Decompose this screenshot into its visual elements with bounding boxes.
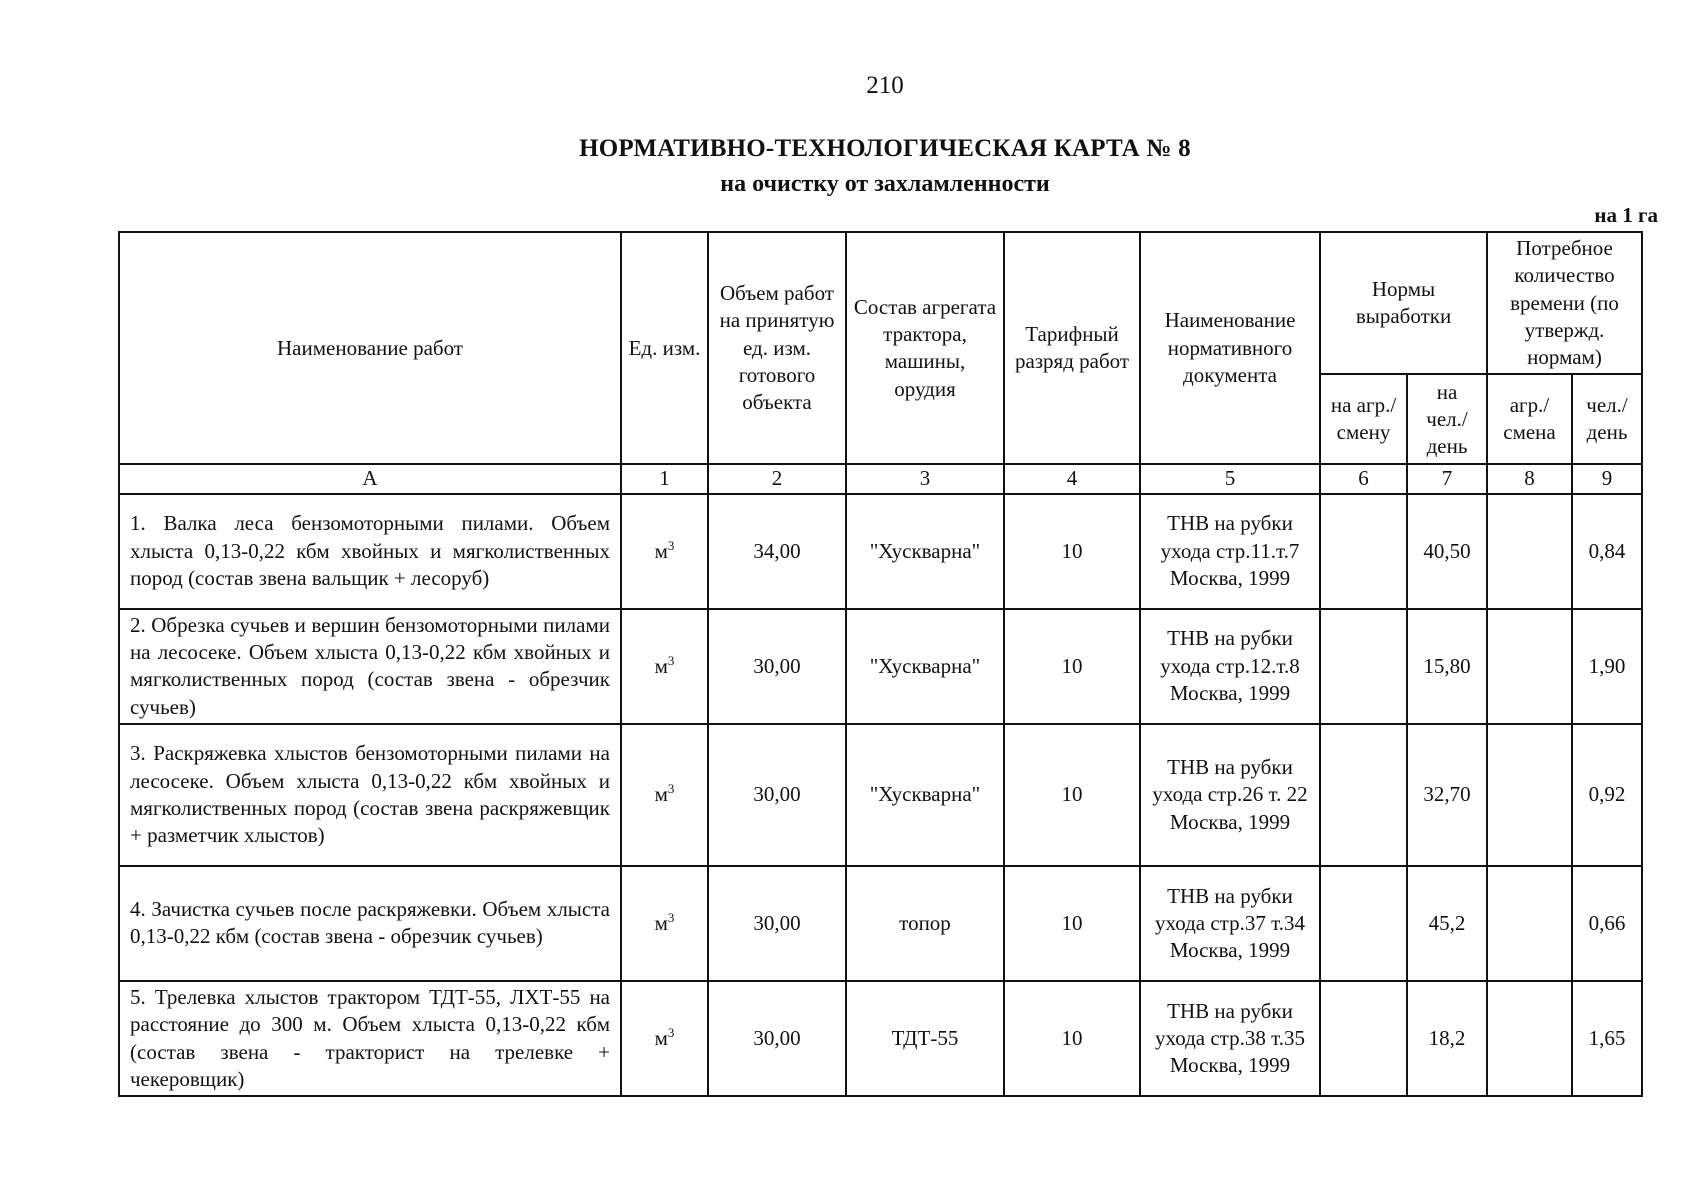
header-volume: Объем работ на принятую ед. изм. готового объекта — [708, 232, 846, 464]
time-person-cell: 0,66 — [1572, 866, 1642, 981]
composition-cell: "Хускварна" — [846, 724, 1004, 866]
header-time-required: Потребное количество времени (по утвержд. нормам) — [1487, 232, 1642, 374]
unit-value: м — [654, 1025, 668, 1050]
norm-agr-cell — [1320, 866, 1407, 981]
unit-cell — [621, 866, 708, 981]
header-tariff: Тарифный разряд работ — [1004, 232, 1140, 464]
column-number: 8 — [1487, 464, 1572, 493]
document-subtitle: на очистку от захламленности — [720, 171, 1050, 197]
work-description: 3. Раскряжевка хлыстов бензомоторными пилами на лесосеке. Объем хлыста 0,13-0,22 кбм хвойных и мягколиственных пород (состав звена раскряжевщик + разметчик хлыстов) — [119, 724, 621, 866]
unit-superscript: 3 — [667, 781, 675, 797]
unit-note: на 1 га — [1594, 203, 1658, 227]
document-cell: ТНВ на рубки ухода стр.38 т.35 Москва, 1999 — [1140, 981, 1320, 1096]
document-cell: ТНВ на рубки ухода стр.12.т.8 Москва, 1999 — [1140, 609, 1320, 724]
document-cell: ТНВ на рубки ухода стр.26 т. 22 Москва, 1999 — [1140, 724, 1320, 866]
column-number: 6 — [1320, 464, 1407, 493]
time-agr-cell — [1487, 981, 1572, 1096]
column-number-row — [119, 464, 1642, 493]
column-number: А — [119, 464, 621, 493]
volume-cell: 34,00 — [708, 494, 846, 609]
norms-table — [118, 231, 1643, 1097]
work-description: 4. Зачистка сучьев после раскряжевки. Объем хлыста 0,13-0,22 кбм (состав звена - обрезчик сучьев) — [119, 866, 621, 981]
time-agr-cell — [1487, 866, 1572, 981]
time-agr-cell — [1487, 494, 1572, 609]
unit-cell — [621, 494, 708, 609]
header-time-person: чел./ день — [1572, 374, 1642, 464]
work-description: 5. Трелевка хлыстов трактором ТДТ-55, ЛХТ-55 на расстояние до 300 м. Объем хлыста 0,13-0,22 кбм (состав звена - тракторист на трелевке + чекеровщик) — [119, 981, 621, 1096]
header-document: Наименование нормативного документа — [1140, 232, 1320, 464]
page-number: 210 — [866, 72, 904, 99]
time-agr-cell — [1487, 609, 1572, 724]
column-number: 3 — [846, 464, 1004, 493]
header-unit: Ед. изм. — [621, 232, 708, 464]
volume-cell: 30,00 — [708, 609, 846, 724]
unit-value: м — [654, 538, 668, 563]
column-number: 1 — [621, 464, 708, 493]
norm-person-cell: 18,2 — [1407, 981, 1487, 1096]
volume-cell: 30,00 — [708, 981, 846, 1096]
document-title: НОРМАТИВНО-ТЕХНОЛОГИЧЕСКАЯ КАРТА № 8 — [579, 135, 1191, 162]
composition-cell: топор — [846, 866, 1004, 981]
volume-cell: 30,00 — [708, 724, 846, 866]
unit-cell — [621, 724, 708, 866]
header-norms: Нормы выработки — [1320, 232, 1487, 374]
time-agr-cell — [1487, 724, 1572, 866]
column-number: 4 — [1004, 464, 1140, 493]
norm-person-cell: 40,50 — [1407, 494, 1487, 609]
norm-agr-cell — [1320, 609, 1407, 724]
norm-person-cell: 45,2 — [1407, 866, 1487, 981]
header-norm-agr: на агр./ смену — [1320, 374, 1407, 464]
table-row — [119, 981, 1642, 1096]
column-number: 7 — [1407, 464, 1487, 493]
column-number: 2 — [708, 464, 846, 493]
time-person-cell: 0,92 — [1572, 724, 1642, 866]
header-composition: Состав агрегата трактора, машины, орудия — [846, 232, 1004, 464]
header-time-agr: агр./ смена — [1487, 374, 1572, 464]
table-row — [119, 609, 1642, 724]
column-number: 9 — [1572, 464, 1642, 493]
table-row — [119, 494, 1642, 609]
norm-agr-cell — [1320, 724, 1407, 866]
composition-cell: ТДТ-55 — [846, 981, 1004, 1096]
time-person-cell: 1,90 — [1572, 609, 1642, 724]
document-cell: ТНВ на рубки ухода стр.37 т.34 Москва, 1999 — [1140, 866, 1320, 981]
composition-cell: "Хускварна" — [846, 494, 1004, 609]
time-person-cell: 1,65 — [1572, 981, 1642, 1096]
norm-person-cell: 32,70 — [1407, 724, 1487, 866]
header-row — [119, 232, 1642, 374]
unit-value: м — [654, 910, 668, 935]
unit-superscript: 3 — [667, 1024, 675, 1040]
table-row — [119, 866, 1642, 981]
column-number: 5 — [1140, 464, 1320, 493]
header-work-name: Наименование работ — [119, 232, 621, 464]
tariff-cell: 10 — [1004, 866, 1140, 981]
unit-cell — [621, 609, 708, 724]
time-person-cell: 0,84 — [1572, 494, 1642, 609]
tariff-cell: 10 — [1004, 724, 1140, 866]
header-norm-person: на чел./ день — [1407, 374, 1487, 464]
document-cell: ТНВ на рубки ухода стр.11.т.7 Москва, 1999 — [1140, 494, 1320, 609]
tariff-cell: 10 — [1004, 609, 1140, 724]
unit-superscript: 3 — [667, 652, 675, 668]
unit-superscript: 3 — [667, 909, 675, 925]
tariff-cell: 10 — [1004, 494, 1140, 609]
volume-cell: 30,00 — [708, 866, 846, 981]
tariff-cell: 10 — [1004, 981, 1140, 1096]
unit-value: м — [654, 782, 668, 807]
work-description: 1. Валка леса бензомоторными пилами. Объем хлыста 0,13-0,22 кбм хвойных и мягколиственных пород (состав звена вальщик + лесоруб) — [119, 494, 621, 609]
composition-cell: "Хускварна" — [846, 609, 1004, 724]
work-description: 2. Обрезка сучьев и вершин бензомоторными пилами на лесосеке. Объем хлыста 0,13-0,22 кбм хвойных и мягколиственных пород (состав звена - обрезчик сучьев) — [119, 609, 621, 724]
norm-person-cell: 15,80 — [1407, 609, 1487, 724]
norm-agr-cell — [1320, 494, 1407, 609]
table-row — [119, 724, 1642, 866]
unit-superscript: 3 — [667, 537, 675, 553]
norm-agr-cell — [1320, 981, 1407, 1096]
unit-cell — [621, 981, 708, 1096]
unit-value: м — [654, 653, 668, 678]
